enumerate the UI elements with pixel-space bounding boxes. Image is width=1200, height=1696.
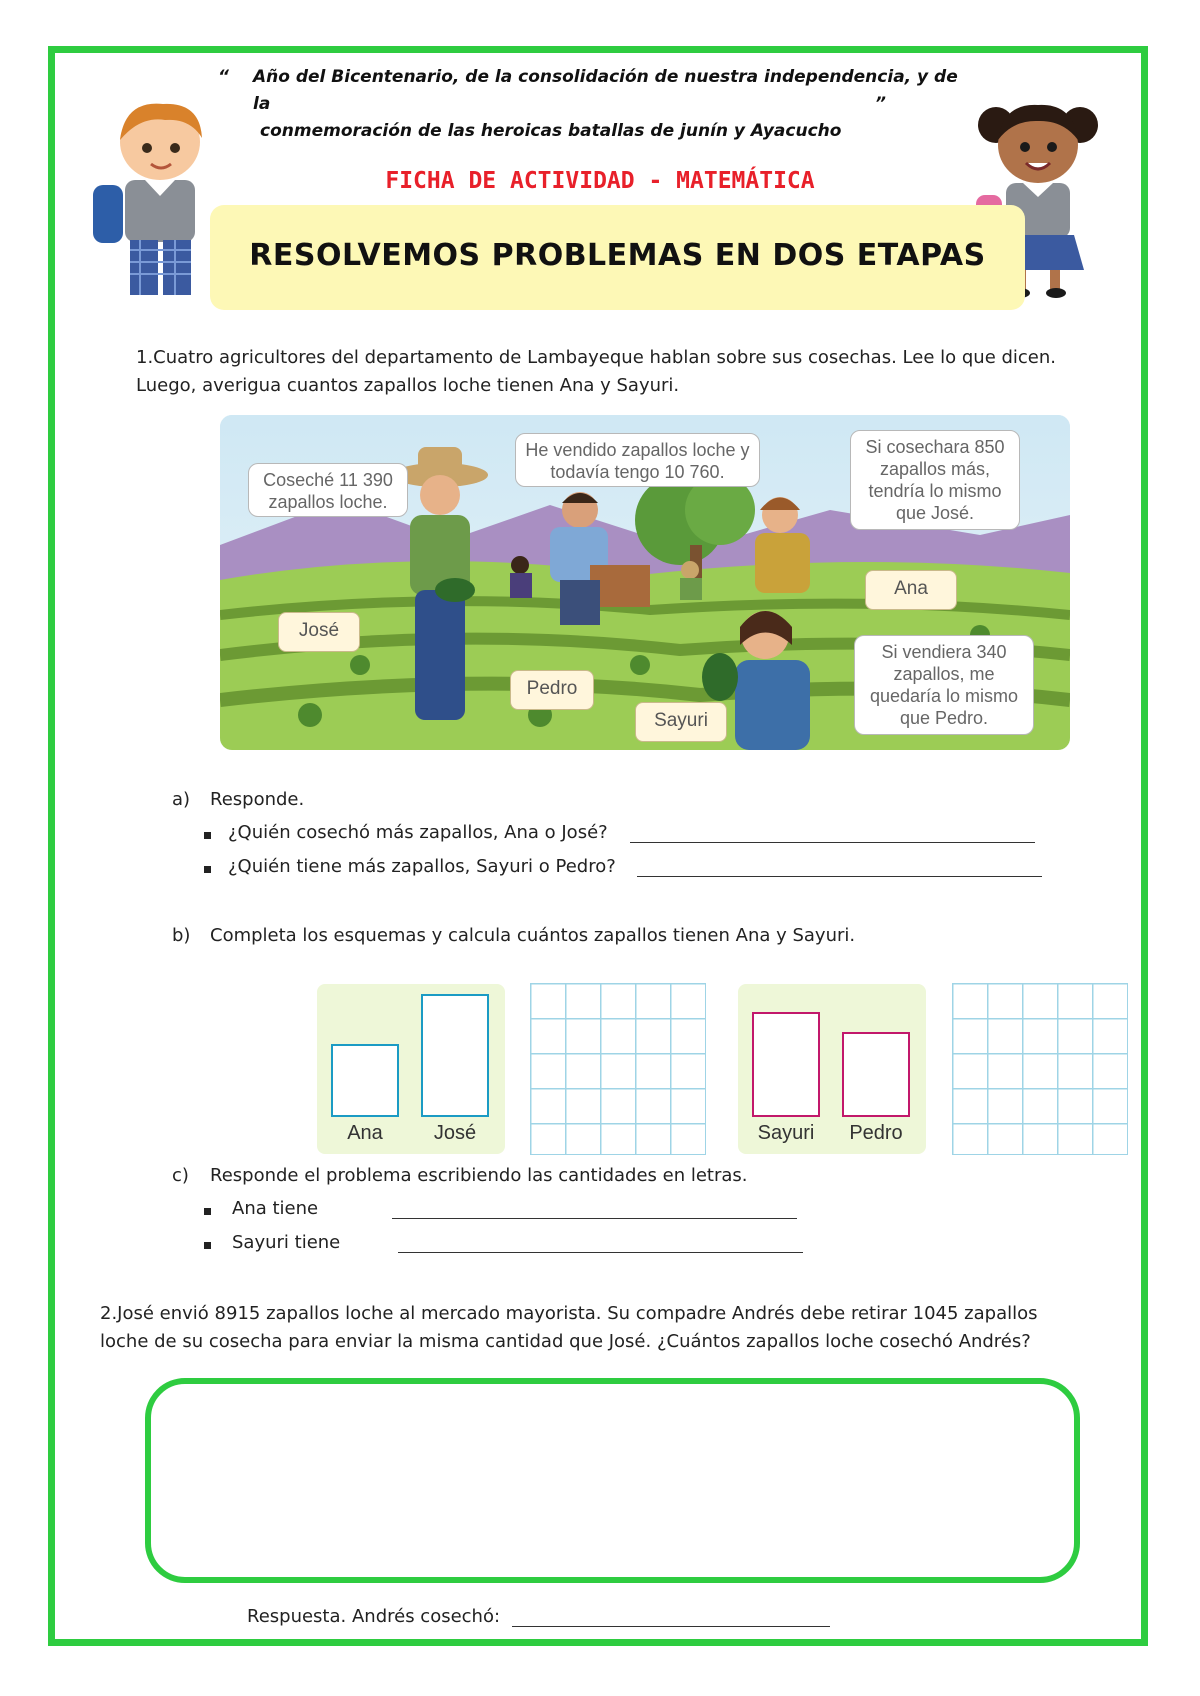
problem-2-statement: [100, 1300, 1120, 1356]
jose-name-tag: José: [278, 612, 360, 652]
answer-line-ana[interactable]: [392, 1218, 797, 1219]
activity-subtitle: FICHA DE ACTIVIDAD - MATEMÁTICA: [385, 168, 815, 194]
pedro-name-tag: Pedro: [510, 670, 594, 710]
problem-1-statement: [136, 344, 1096, 400]
answer-item-ana: Ana tiene: [232, 1198, 319, 1219]
schema-label-pedro: Pedro: [849, 1122, 903, 1144]
answer-item-sayuri: Sayuri tiene: [232, 1232, 341, 1253]
page-title: RESOLVEMOS PROBLEMAS EN DOS ETAPAS: [249, 238, 986, 273]
part-a-label: a): [172, 789, 191, 810]
schema-label-ana: Ana: [347, 1122, 383, 1144]
header-motto: [215, 64, 975, 145]
ana-bar-box[interactable]: [331, 1044, 399, 1117]
bullet: [204, 866, 211, 873]
motto-close-quote: ”: [875, 94, 886, 114]
motto-line-2: conmemoración de las heroicas batallas de junín y Ayacucho: [260, 121, 842, 141]
bullet: [204, 1208, 211, 1215]
farmers-scene: [220, 415, 1070, 750]
problem-2-line-2: loche de su cosecha para enviar la misma cantidad que José. ¿Cuántos zapallos loche cosechó Andrés?: [100, 1331, 1031, 1352]
answer-label: Respuesta. Andrés cosechó:: [247, 1606, 501, 1627]
answer-line-a2[interactable]: [637, 876, 1042, 877]
schema-sayuri-pedro: [738, 984, 926, 1154]
part-b-label: b): [172, 925, 191, 946]
jose-bar-box[interactable]: [421, 994, 489, 1117]
bullet: [204, 832, 211, 839]
sayuri-speech-bubble: Si vendiera 340 zapallos, me quedaría lo mismo que Pedro.: [854, 635, 1034, 735]
answer-line-a1[interactable]: [630, 842, 1035, 843]
motto-line-1: Año del Bicentenario, de la consolidación de nuestra independencia, y de la: [253, 67, 958, 114]
part-c-label: c): [172, 1165, 189, 1186]
pedro-bar-box[interactable]: [842, 1032, 910, 1117]
question-a1: ¿Quién cosechó más zapallos, Ana o José?: [228, 822, 608, 843]
problem-1-line-2: Luego, averigua cuantos zapallos loche tienen Ana y Sayuri.: [136, 375, 680, 396]
part-c-instruction: Responde el problema escribiendo las cantidades en letras.: [210, 1165, 748, 1186]
part-a-instruction: Responde.: [210, 789, 305, 810]
answer-line-andres[interactable]: [512, 1626, 830, 1627]
ana-name-tag: Ana: [865, 570, 957, 610]
sayuri-bar-box[interactable]: [752, 1012, 820, 1117]
calculation-grid-2[interactable]: [952, 983, 1128, 1155]
problem-2-line-1: 2.José envió 8915 zapallos loche al mercado mayorista. Su compadre Andrés debe retirar 1045 zapallos: [100, 1303, 1038, 1324]
ana-speech-bubble: Si cosechara 850 zapallos más, tendría lo mismo que José.: [850, 430, 1020, 530]
schema-label-jose: José: [433, 1122, 477, 1144]
schema-ana-jose: [317, 984, 505, 1154]
work-area-box[interactable]: [145, 1378, 1080, 1583]
bullet: [204, 1242, 211, 1249]
motto-open-quote: “: [218, 67, 229, 87]
calculation-grid-1[interactable]: [530, 983, 706, 1155]
question-a2: ¿Quién tiene más zapallos, Sayuri o Pedro?: [228, 856, 616, 877]
answer-line-sayuri[interactable]: [398, 1252, 803, 1253]
jose-speech-bubble: Coseché 11 390 zapallos loche.: [248, 463, 408, 517]
part-b-instruction: Completa los esquemas y calcula cuántos zapallos tienen Ana y Sayuri.: [210, 925, 856, 946]
schema-label-sayuri: Sayuri: [757, 1122, 815, 1144]
pedro-speech-bubble: He vendido zapallos loche y todavía tengo 10 760.: [515, 433, 760, 487]
problem-1-line-1: 1.Cuatro agricultores del departamento de Lambayeque hablan sobre sus cosechas. Lee lo que dicen.: [136, 347, 1057, 368]
sayuri-name-tag: Sayuri: [635, 702, 727, 742]
